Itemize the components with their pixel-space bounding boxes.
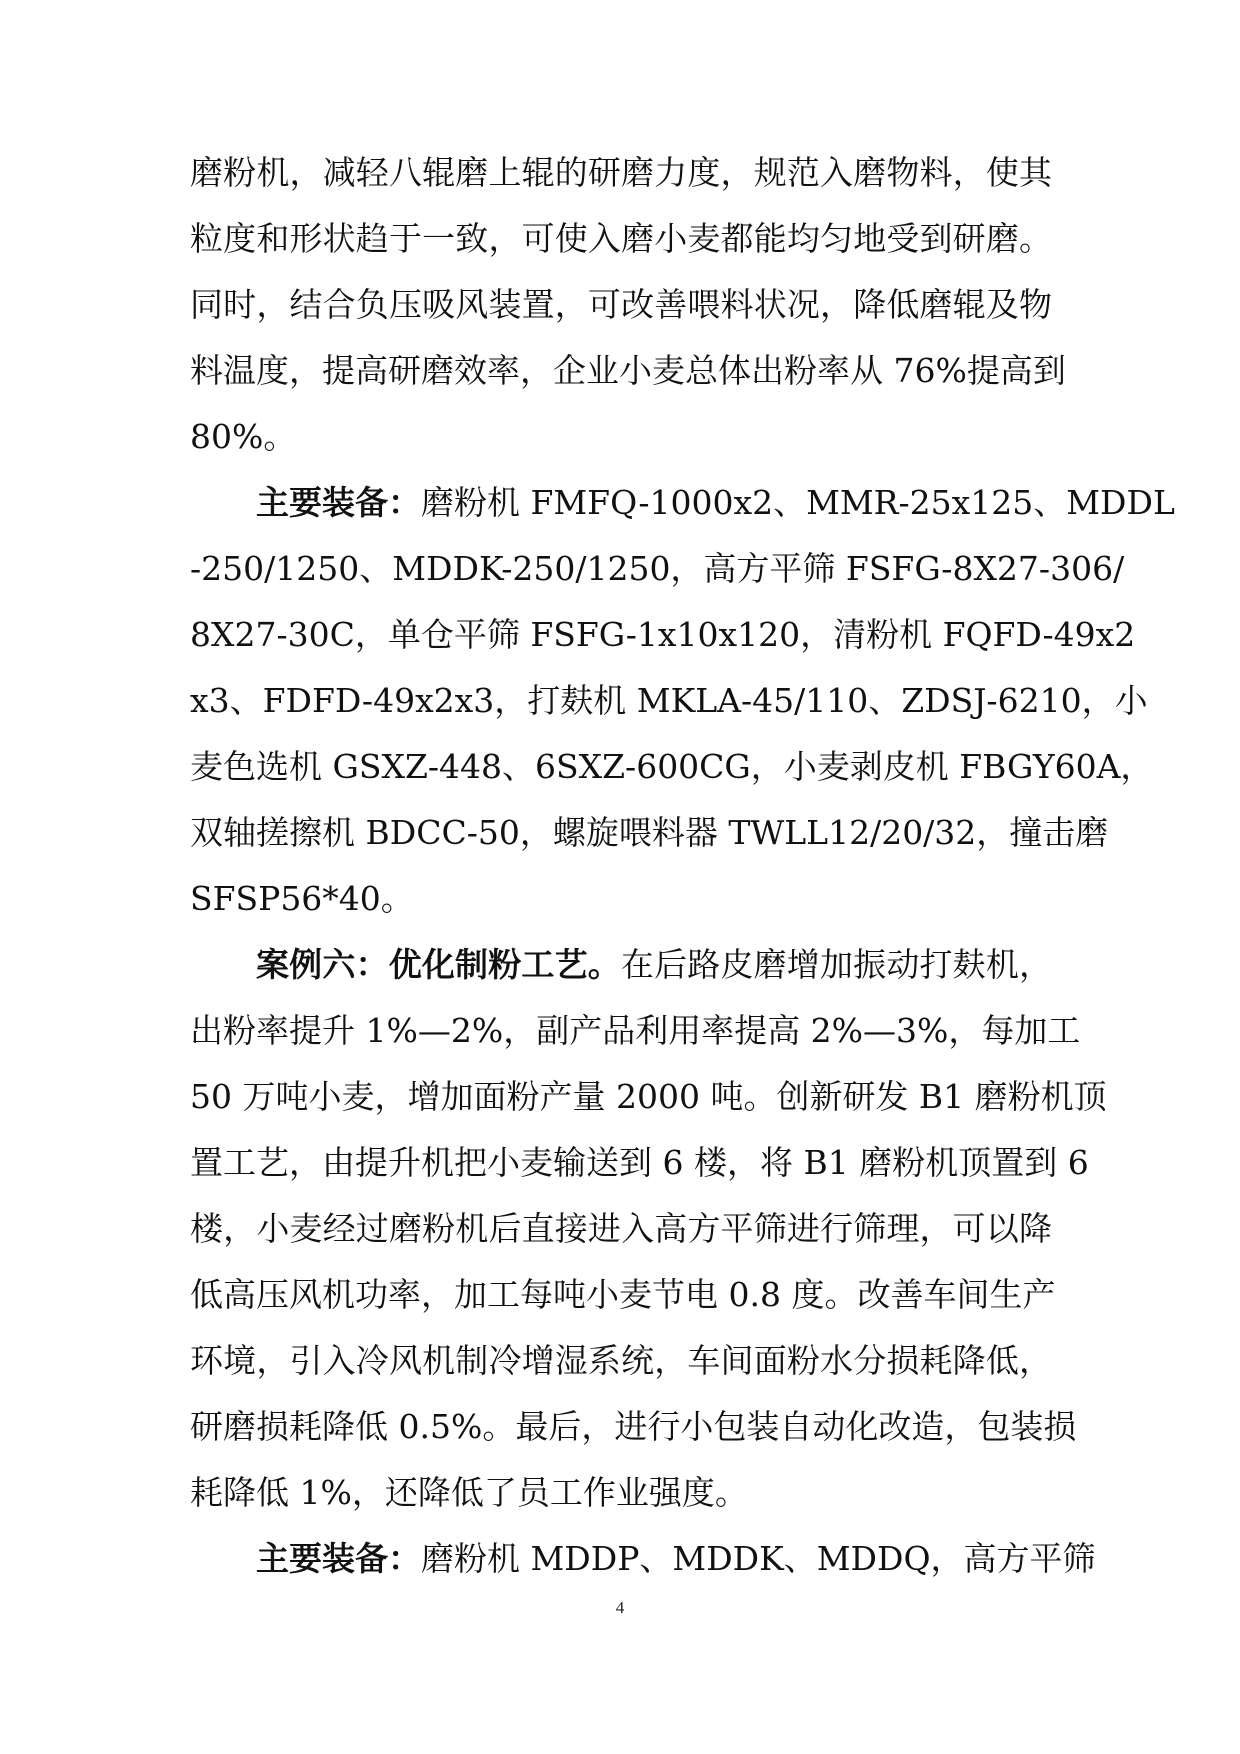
text-span: 磨粉机 FMFQ-1000x2、MMR-25x125、MDDL	[421, 483, 1175, 522]
text-line: x3、FDFD-49x2x3，打麸机 MKLA-45/110、ZDSJ-6210，小	[190, 681, 1148, 720]
text-span: 磨粉机 MDDP、MDDK、MDDQ，高方平筛	[421, 1539, 1096, 1578]
text-line: 粒度和形状趋于一致，可使入磨小麦都能均匀地受到研磨。	[190, 219, 1052, 258]
text-span: 在后路皮磨增加振动打麸机，	[620, 945, 1053, 984]
text-line: 麦色选机 GSXZ-448、6SXZ-600CG，小麦剥皮机 FBGY60A，	[190, 747, 1154, 786]
text-line	[190, 932, 1052, 998]
text-line: -250/1250、MDDK-250/1250，高方平筛 FSFG-8X27-306/	[190, 549, 1125, 588]
case-heading: 案例六：优化制粉工艺。	[256, 945, 621, 984]
paragraph-2-equipment	[190, 470, 1175, 932]
paragraph-3-case-six	[190, 932, 1107, 1526]
text-line: 料温度，提高研磨效率，企业小麦总体出粉率从 76%提高到	[190, 351, 1066, 390]
paragraph-4-equipment	[190, 1526, 1096, 1592]
text-line: 8X27-30C，单仓平筛 FSFG-1x10x120，清粉机 FQFD-49x2	[190, 615, 1136, 654]
text-line: 置工艺，由提升机把小麦输送到 6 楼，将 B1 磨粉机顶置到 6	[190, 1143, 1089, 1182]
text-line: 出粉率提升 1%—2%，副产品利用率提高 2%—3%，每加工	[190, 1011, 1081, 1050]
page-number: 4	[615, 1598, 625, 1617]
text-line: 低高压风机功率，加工每吨小麦节电 0.8 度。改善车间生产	[190, 1275, 1056, 1314]
text-line: 环境，引入冷风机制冷增湿系统，车间面粉水分损耗降低，	[190, 1341, 1052, 1380]
text-line: SFSP56*40。	[190, 879, 414, 918]
text-line	[190, 470, 1175, 536]
text-line: 磨粉机，减轻八辊磨上辊的研磨力度，规范入磨物料，使其	[190, 153, 1052, 192]
text-line: 研磨损耗降低 0.5%。最后，进行小包装自动化改造，包装损	[190, 1407, 1077, 1446]
text-line: 50 万吨小麦，增加面粉产量 2000 吨。创新研发 B1 磨粉机顶	[190, 1077, 1107, 1116]
paragraph-1	[190, 140, 1066, 470]
text-line: 双轴搓擦机 BDCC-50，螺旋喂料器 TWLL12/20/32，撞击磨	[190, 813, 1109, 852]
text-line: 楼，小麦经过磨粉机后直接进入高方平筛进行筛理，可以降	[190, 1209, 1052, 1248]
text-line: 同时，结合负压吸风装置，可改善喂料状况，降低磨辊及物	[190, 285, 1052, 324]
text-line: 耗降低 1%，还降低了员工作业强度。	[190, 1473, 748, 1512]
text-line: 80%。	[190, 417, 297, 456]
document-body	[190, 140, 1175, 1592]
equipment-label: 主要装备：	[256, 483, 421, 522]
equipment-label: 主要装备：	[256, 1539, 421, 1578]
text-line	[190, 1526, 1096, 1592]
